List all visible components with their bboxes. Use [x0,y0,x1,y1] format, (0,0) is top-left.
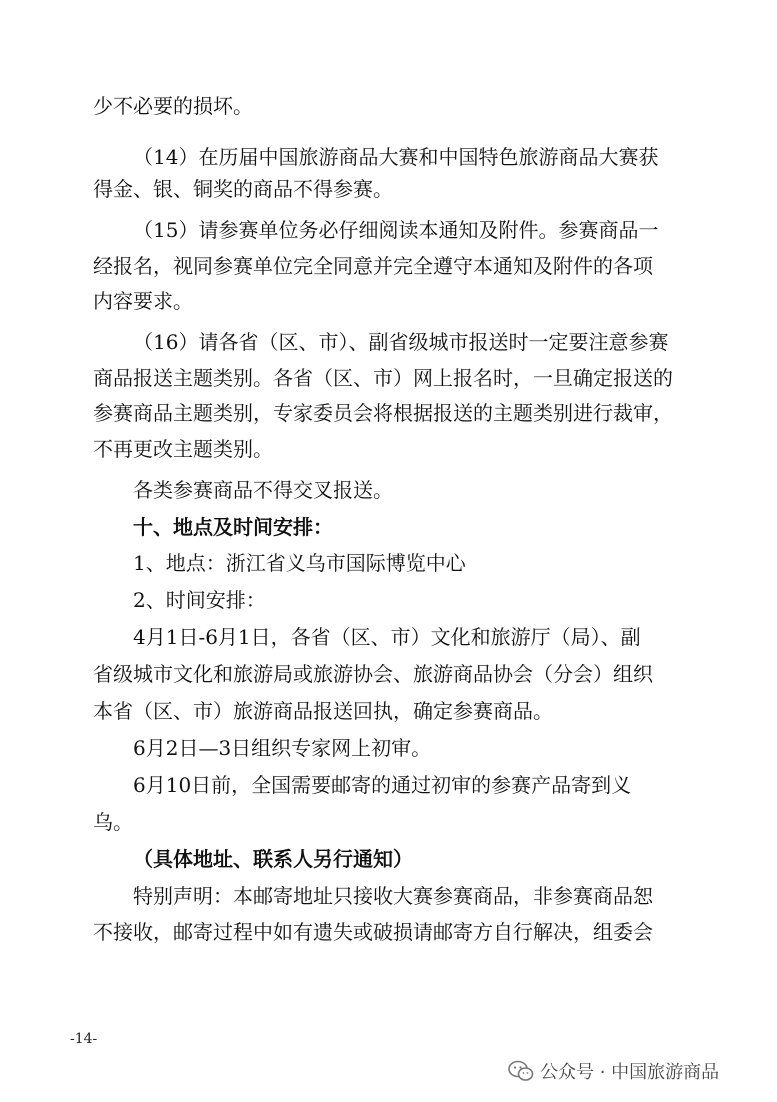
text-line: 内容要求。 [93,289,193,313]
text-line: 4月1日-6月1日，各省（区、市）文化和旅游厅（局）、副 [133,625,641,649]
text-line: 6月2日—3日组织专家网上初审。 [133,736,432,760]
text-line: 乌。 [93,810,133,834]
text-line: 特别声明：本邮寄地址只接收大赛参赛商品，非参赛商品恕 [133,884,653,908]
text-line: 6月10日前，全国需要邮寄的通过初审的参赛产品寄到义 [133,773,632,797]
text-line: 2、时间安排： [133,588,266,612]
text-line: （16）请各省（区、市）、副省级城市报送时一定要注意参赛 [133,330,669,354]
address-note: （具体地址、联系人另行通知） [133,847,413,871]
text-line: 省级城市文化和旅游局或旅游协会、旅游商品协会（分会）组织 [93,662,653,686]
wechat-watermark [508,1058,719,1084]
text-line: 各类参赛商品不得交叉报送。 [133,478,393,502]
text-line: 不再更改主题类别。 [93,437,273,461]
text-line: 少不必要的损坏。 [93,94,253,118]
text-line: 得金、银、铜奖的商品不得参赛。 [93,177,393,201]
text-line: 不接收，邮寄过程中如有遗失或破损请邮寄方自行解决，组委会 [93,920,653,944]
text-line: 参赛商品主题类别，专家委员会将根据报送的主题类别进行裁审， [93,401,673,425]
page-number: -14- [70,1031,98,1047]
text-line: 本省（区、市）旅游商品报送回执，确定参赛商品。 [93,699,553,723]
text-line: （15）请参赛单位务必仔细阅读本通知及附件。参赛商品一 [133,218,659,242]
text-line: 1、地点：浙江省义乌市国际博览中心 [133,551,466,575]
text-line: 经报名，视同参赛单位完全同意并完全遵守本通知及附件的各项 [93,254,653,278]
section-heading: 十、地点及时间安排： [133,515,333,539]
watermark-label: 公众号 · 中国旅游商品 [540,1062,720,1083]
wechat-icon [508,1060,534,1082]
text-line: 商品报送主题类别。各省（区、市）网上报名时，一旦确定报送的 [93,366,673,390]
text-line: （14）在历届中国旅游商品大赛和中国特色旅游商品大赛获 [133,145,659,169]
